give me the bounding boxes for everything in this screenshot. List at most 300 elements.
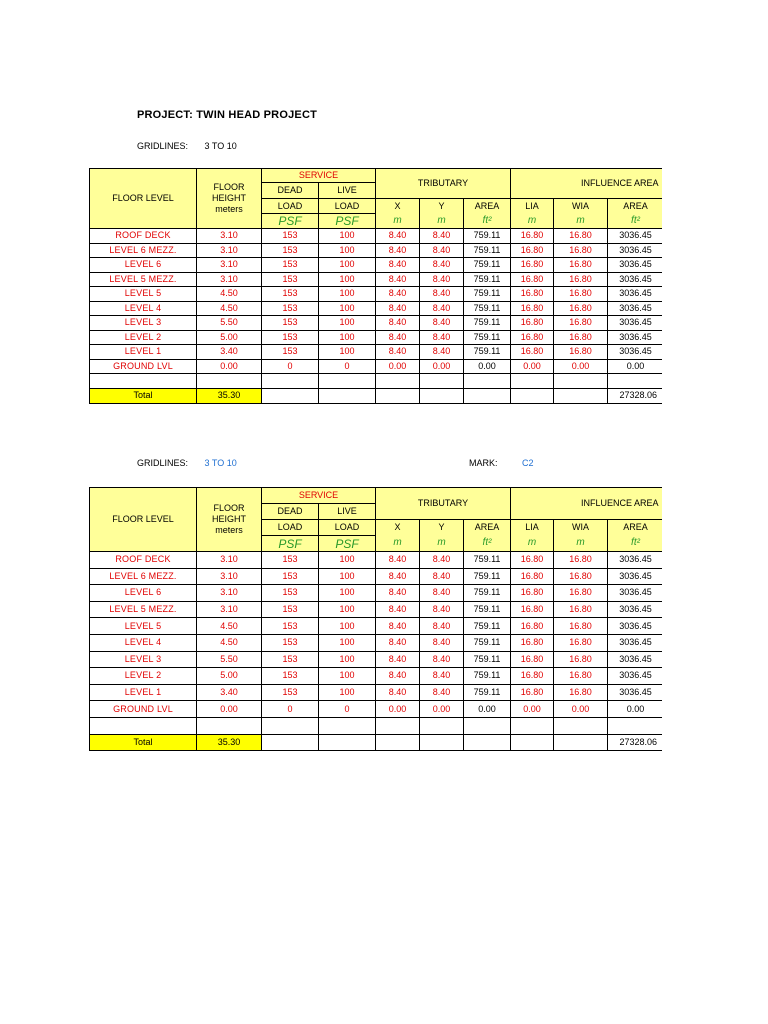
value-cell: 3.10 <box>197 258 262 273</box>
value-cell: 153 <box>262 585 319 602</box>
empty-cell <box>554 374 608 389</box>
value-cell: 16.80 <box>511 287 554 302</box>
value-cell: 8.40 <box>376 601 420 618</box>
blank-cell <box>376 388 420 403</box>
service-header: SERVICE <box>262 488 376 504</box>
value-cell: 0.00 <box>554 701 608 718</box>
unit-ft2: ft² <box>464 536 511 552</box>
unit-m: m <box>420 536 464 552</box>
value-cell: 3036.45 <box>608 287 664 302</box>
gridlines-row-1 <box>137 141 237 151</box>
value-cell: 16.80 <box>511 668 554 685</box>
value-cell: 8.40 <box>420 301 464 316</box>
influence-area-header: INFLUENCE AREA <box>511 488 664 520</box>
value-cell: 16.80 <box>554 229 608 244</box>
value-cell: 16.80 <box>554 634 608 651</box>
value-cell: 8.40 <box>376 272 420 287</box>
value-cell: 8.40 <box>420 345 464 360</box>
value-cell: 4.50 <box>197 618 262 635</box>
value-cell: 3036.45 <box>608 601 664 618</box>
value-cell: 16.80 <box>511 651 554 668</box>
gridlines-value: 3 TO 10 <box>204 458 237 468</box>
value-cell: 3036.45 <box>608 568 664 585</box>
value-cell: 153 <box>262 330 319 345</box>
value-cell: 100 <box>319 585 376 602</box>
value-cell: 100 <box>319 668 376 685</box>
wia-header: WIA <box>554 520 608 536</box>
table-row <box>90 634 664 651</box>
value-cell: 153 <box>262 316 319 331</box>
value-cell: 153 <box>262 243 319 258</box>
value-cell: 0.00 <box>554 359 608 374</box>
value-cell: 759.11 <box>464 601 511 618</box>
value-cell: 8.40 <box>376 618 420 635</box>
value-cell: 8.40 <box>420 229 464 244</box>
dead-header: DEAD <box>262 504 319 520</box>
value-cell: 3036.45 <box>608 229 664 244</box>
value-cell: 3.10 <box>197 272 262 287</box>
value-cell: 759.11 <box>464 634 511 651</box>
unit-ft2: ft² <box>608 536 664 552</box>
value-cell: 16.80 <box>511 345 554 360</box>
value-cell: 153 <box>262 668 319 685</box>
value-cell: 0.00 <box>608 359 664 374</box>
area-header: AREA <box>464 520 511 536</box>
value-cell: 4.50 <box>197 301 262 316</box>
value-cell: 16.80 <box>554 618 608 635</box>
value-cell: 3.10 <box>197 552 262 569</box>
area-header: AREA <box>608 520 664 536</box>
value-cell: 3.10 <box>197 243 262 258</box>
value-cell: 16.80 <box>554 651 608 668</box>
value-cell: 8.40 <box>420 634 464 651</box>
value-cell: 16.80 <box>511 585 554 602</box>
value-cell: 8.40 <box>376 301 420 316</box>
table-row <box>90 287 664 302</box>
floor-level-cell: LEVEL 3 <box>90 651 197 668</box>
value-cell: 153 <box>262 601 319 618</box>
value-cell: 3036.45 <box>608 243 664 258</box>
value-cell: 8.40 <box>420 618 464 635</box>
blank-cell <box>319 734 376 750</box>
dead-header: DEAD <box>262 183 319 199</box>
value-cell: 153 <box>262 568 319 585</box>
value-cell: 16.80 <box>511 272 554 287</box>
value-cell: 5.00 <box>197 330 262 345</box>
value-cell: 759.11 <box>464 258 511 273</box>
page-edge <box>662 0 768 1024</box>
value-cell: 100 <box>319 272 376 287</box>
empty-cell <box>464 717 511 734</box>
value-cell: 0 <box>262 359 319 374</box>
floor-level-cell: LEVEL 6 MEZZ. <box>90 568 197 585</box>
table-row <box>90 601 664 618</box>
gridlines-label: GRIDLINES: <box>137 458 189 468</box>
table-row <box>90 684 664 701</box>
value-cell: 153 <box>262 651 319 668</box>
live-unit: PSF <box>319 536 376 552</box>
empty-cell <box>197 374 262 389</box>
value-cell: 3.10 <box>197 568 262 585</box>
value-cell: 16.80 <box>554 601 608 618</box>
table-row <box>90 258 664 273</box>
value-cell: 100 <box>319 651 376 668</box>
value-cell: 16.80 <box>511 316 554 331</box>
value-cell: 8.40 <box>376 568 420 585</box>
table-row <box>90 272 664 287</box>
value-cell: 153 <box>262 618 319 635</box>
unit-ft2: ft² <box>464 214 511 229</box>
empty-cell <box>608 717 664 734</box>
y-header: Y <box>420 199 464 214</box>
value-cell: 8.40 <box>376 316 420 331</box>
total-height: 35.30 <box>197 388 262 403</box>
value-cell: 16.80 <box>554 585 608 602</box>
value-cell: 8.40 <box>420 684 464 701</box>
value-cell: 100 <box>319 552 376 569</box>
empty-cell <box>90 717 197 734</box>
value-cell: 8.40 <box>420 651 464 668</box>
value-cell: 100 <box>319 345 376 360</box>
live-load-header: LOAD <box>319 199 376 214</box>
value-cell: 8.40 <box>376 243 420 258</box>
value-cell: 153 <box>262 229 319 244</box>
value-cell: 100 <box>319 618 376 635</box>
value-cell: 0.00 <box>376 359 420 374</box>
value-cell: 153 <box>262 684 319 701</box>
floor-level-header: FLOOR LEVEL <box>90 169 197 229</box>
total-height: 35.30 <box>197 734 262 750</box>
value-cell: 759.11 <box>464 552 511 569</box>
value-cell: 153 <box>262 634 319 651</box>
value-cell: 16.80 <box>554 668 608 685</box>
value-cell: 153 <box>262 301 319 316</box>
floor-level-cell: LEVEL 5 MEZZ. <box>90 601 197 618</box>
value-cell: 8.40 <box>420 568 464 585</box>
floor-height-header <box>197 169 262 229</box>
wia-header: WIA <box>554 199 608 214</box>
value-cell: 3036.45 <box>608 552 664 569</box>
empty-cell <box>608 374 664 389</box>
floor-level-cell: LEVEL 5 <box>90 287 197 302</box>
table-row <box>90 229 664 244</box>
blank-cell <box>319 388 376 403</box>
value-cell: 3036.45 <box>608 668 664 685</box>
floor-level-cell: LEVEL 1 <box>90 345 197 360</box>
live-load-header: LOAD <box>319 520 376 536</box>
total-label: Total <box>90 734 197 750</box>
area-header: AREA <box>464 199 511 214</box>
value-cell: 16.80 <box>554 272 608 287</box>
unit-m: m <box>554 536 608 552</box>
floor-level-cell: ROOF DECK <box>90 552 197 569</box>
value-cell: 759.11 <box>464 585 511 602</box>
empty-cell <box>554 717 608 734</box>
floor-level-cell: LEVEL 4 <box>90 301 197 316</box>
blank-cell <box>420 734 464 750</box>
value-cell: 3036.45 <box>608 634 664 651</box>
floor-level-header: FLOOR LEVEL <box>90 488 197 552</box>
value-cell: 153 <box>262 258 319 273</box>
blank-cell <box>262 388 319 403</box>
floor-level-cell: LEVEL 5 MEZZ. <box>90 272 197 287</box>
value-cell: 16.80 <box>511 330 554 345</box>
value-cell: 16.80 <box>511 684 554 701</box>
load-table-2 <box>89 487 664 751</box>
value-cell: 8.40 <box>376 287 420 302</box>
unit-m: m <box>554 214 608 229</box>
value-cell: 16.80 <box>511 229 554 244</box>
value-cell: 16.80 <box>511 634 554 651</box>
empty-cell <box>420 374 464 389</box>
live-header: LIVE <box>319 183 376 199</box>
value-cell: 759.11 <box>464 243 511 258</box>
floor-height-unit: meters <box>215 204 243 214</box>
total-area: 27328.06 <box>608 388 664 403</box>
value-cell: 16.80 <box>511 601 554 618</box>
y-header: Y <box>420 520 464 536</box>
table-row <box>90 552 664 569</box>
value-cell: 153 <box>262 345 319 360</box>
value-cell: 3036.45 <box>608 301 664 316</box>
value-cell: 16.80 <box>511 552 554 569</box>
dead-unit: PSF <box>262 536 319 552</box>
value-cell: 100 <box>319 601 376 618</box>
floor-level-cell: LEVEL 4 <box>90 634 197 651</box>
value-cell: 16.80 <box>511 568 554 585</box>
value-cell: 759.11 <box>464 684 511 701</box>
value-cell: 0.00 <box>197 701 262 718</box>
empty-cell <box>376 374 420 389</box>
value-cell: 759.11 <box>464 618 511 635</box>
value-cell: 8.40 <box>420 272 464 287</box>
value-cell: 16.80 <box>511 243 554 258</box>
gridlines-row-2 <box>137 458 237 468</box>
floor-level-cell: LEVEL 5 <box>90 618 197 635</box>
value-cell: 8.40 <box>420 258 464 273</box>
blank-cell <box>420 388 464 403</box>
load-table-1 <box>89 168 664 404</box>
value-cell: 16.80 <box>554 345 608 360</box>
value-cell: 3036.45 <box>608 272 664 287</box>
value-cell: 0.00 <box>511 359 554 374</box>
value-cell: 100 <box>319 229 376 244</box>
live-unit: PSF <box>319 214 376 229</box>
value-cell: 3.10 <box>197 229 262 244</box>
value-cell: 100 <box>319 684 376 701</box>
floor-level-cell: LEVEL 6 <box>90 585 197 602</box>
value-cell: 16.80 <box>511 618 554 635</box>
value-cell: 3036.45 <box>608 330 664 345</box>
blank-cell <box>262 734 319 750</box>
blank-cell <box>464 388 511 403</box>
empty-cell <box>511 374 554 389</box>
value-cell: 0.00 <box>464 359 511 374</box>
blank-cell <box>376 734 420 750</box>
value-cell: 759.11 <box>464 568 511 585</box>
floor-level-cell: LEVEL 6 <box>90 258 197 273</box>
empty-cell <box>90 374 197 389</box>
blank-cell <box>511 734 554 750</box>
floor-height-line2: HEIGHT <box>211 193 246 203</box>
floor-level-cell: GROUND LVL <box>90 359 197 374</box>
value-cell: 100 <box>319 287 376 302</box>
floor-level-cell: LEVEL 2 <box>90 668 197 685</box>
value-cell: 3036.45 <box>608 345 664 360</box>
value-cell: 759.11 <box>464 345 511 360</box>
value-cell: 759.11 <box>464 651 511 668</box>
table-row <box>90 345 664 360</box>
live-header: LIVE <box>319 504 376 520</box>
value-cell: 100 <box>319 243 376 258</box>
mark-row <box>469 458 534 468</box>
value-cell: 8.40 <box>420 601 464 618</box>
unit-m: m <box>420 214 464 229</box>
value-cell: 8.40 <box>376 668 420 685</box>
floor-height-line1: FLOOR <box>213 503 245 513</box>
gridlines-label: GRIDLINES: <box>137 141 189 151</box>
empty-cell <box>376 717 420 734</box>
value-cell: 8.40 <box>420 668 464 685</box>
value-cell: 16.80 <box>554 301 608 316</box>
value-cell: 8.40 <box>420 585 464 602</box>
value-cell: 8.40 <box>376 651 420 668</box>
value-cell: 16.80 <box>554 684 608 701</box>
value-cell: 8.40 <box>376 258 420 273</box>
value-cell: 8.40 <box>420 243 464 258</box>
value-cell: 759.11 <box>464 301 511 316</box>
value-cell: 16.80 <box>511 301 554 316</box>
value-cell: 0.00 <box>197 359 262 374</box>
empty-cell <box>319 374 376 389</box>
value-cell: 100 <box>319 301 376 316</box>
lia-header: LIA <box>511 520 554 536</box>
value-cell: 3.40 <box>197 345 262 360</box>
floor-level-cell: LEVEL 2 <box>90 330 197 345</box>
empty-cell <box>262 374 319 389</box>
value-cell: 153 <box>262 287 319 302</box>
value-cell: 0 <box>319 701 376 718</box>
lia-header: LIA <box>511 199 554 214</box>
table-row <box>90 359 664 374</box>
value-cell: 100 <box>319 330 376 345</box>
value-cell: 0.00 <box>464 701 511 718</box>
blank-cell <box>511 388 554 403</box>
value-cell: 5.50 <box>197 316 262 331</box>
value-cell: 3036.45 <box>608 258 664 273</box>
empty-cell <box>262 717 319 734</box>
table-row <box>90 651 664 668</box>
value-cell: 3.10 <box>197 585 262 602</box>
value-cell: 153 <box>262 272 319 287</box>
unit-m: m <box>511 536 554 552</box>
floor-height-unit: meters <box>215 525 243 535</box>
value-cell: 5.00 <box>197 668 262 685</box>
table-row <box>90 330 664 345</box>
value-cell: 8.40 <box>420 330 464 345</box>
dead-unit: PSF <box>262 214 319 229</box>
project-title <box>137 109 317 121</box>
unit-m: m <box>376 214 420 229</box>
table-row <box>90 301 664 316</box>
value-cell: 3.40 <box>197 684 262 701</box>
mark-label: MARK: <box>469 458 498 468</box>
blank-cell <box>554 388 608 403</box>
value-cell: 0.00 <box>376 701 420 718</box>
mark-value: C2 <box>522 458 534 468</box>
tributary-header: TRIBUTARY <box>376 169 511 199</box>
table-row <box>90 618 664 635</box>
value-cell: 759.11 <box>464 330 511 345</box>
empty-cell <box>464 374 511 389</box>
unit-ft2: ft² <box>608 214 664 229</box>
area-header: AREA <box>608 199 664 214</box>
table-row <box>90 668 664 685</box>
blank-cell <box>554 734 608 750</box>
value-cell: 0 <box>319 359 376 374</box>
dead-load-header: LOAD <box>262 199 319 214</box>
value-cell: 8.40 <box>376 552 420 569</box>
value-cell: 3036.45 <box>608 585 664 602</box>
value-cell: 0.00 <box>608 701 664 718</box>
project-label: PROJECT: <box>137 109 193 121</box>
total-label: Total <box>90 388 197 403</box>
empty-cell <box>319 717 376 734</box>
table-row <box>90 243 664 258</box>
empty-cell <box>420 717 464 734</box>
floor-height-line1: FLOOR <box>213 182 245 192</box>
value-cell: 4.50 <box>197 634 262 651</box>
value-cell: 100 <box>319 258 376 273</box>
value-cell: 16.80 <box>554 243 608 258</box>
value-cell: 8.40 <box>420 552 464 569</box>
value-cell: 759.11 <box>464 316 511 331</box>
value-cell: 759.11 <box>464 668 511 685</box>
unit-m: m <box>376 536 420 552</box>
value-cell: 3036.45 <box>608 316 664 331</box>
x-header: X <box>376 520 420 536</box>
empty-cell <box>197 717 262 734</box>
value-cell: 8.40 <box>376 585 420 602</box>
value-cell: 16.80 <box>554 330 608 345</box>
value-cell: 3036.45 <box>608 684 664 701</box>
value-cell: 759.11 <box>464 229 511 244</box>
value-cell: 100 <box>319 316 376 331</box>
table-row <box>90 316 664 331</box>
dead-load-header: LOAD <box>262 520 319 536</box>
value-cell: 0.00 <box>511 701 554 718</box>
floor-level-cell: LEVEL 1 <box>90 684 197 701</box>
value-cell: 8.40 <box>376 229 420 244</box>
floor-level-cell: GROUND LVL <box>90 701 197 718</box>
value-cell: 16.80 <box>554 258 608 273</box>
floor-level-cell: ROOF DECK <box>90 229 197 244</box>
value-cell: 16.80 <box>554 287 608 302</box>
total-area: 27328.06 <box>608 734 664 750</box>
value-cell: 100 <box>319 568 376 585</box>
value-cell: 759.11 <box>464 287 511 302</box>
table-row <box>90 585 664 602</box>
value-cell: 8.40 <box>376 330 420 345</box>
value-cell: 0.00 <box>420 701 464 718</box>
value-cell: 0 <box>262 701 319 718</box>
value-cell: 5.50 <box>197 651 262 668</box>
value-cell: 100 <box>319 634 376 651</box>
value-cell: 8.40 <box>420 316 464 331</box>
value-cell: 8.40 <box>376 345 420 360</box>
value-cell: 3036.45 <box>608 618 664 635</box>
value-cell: 16.80 <box>511 258 554 273</box>
